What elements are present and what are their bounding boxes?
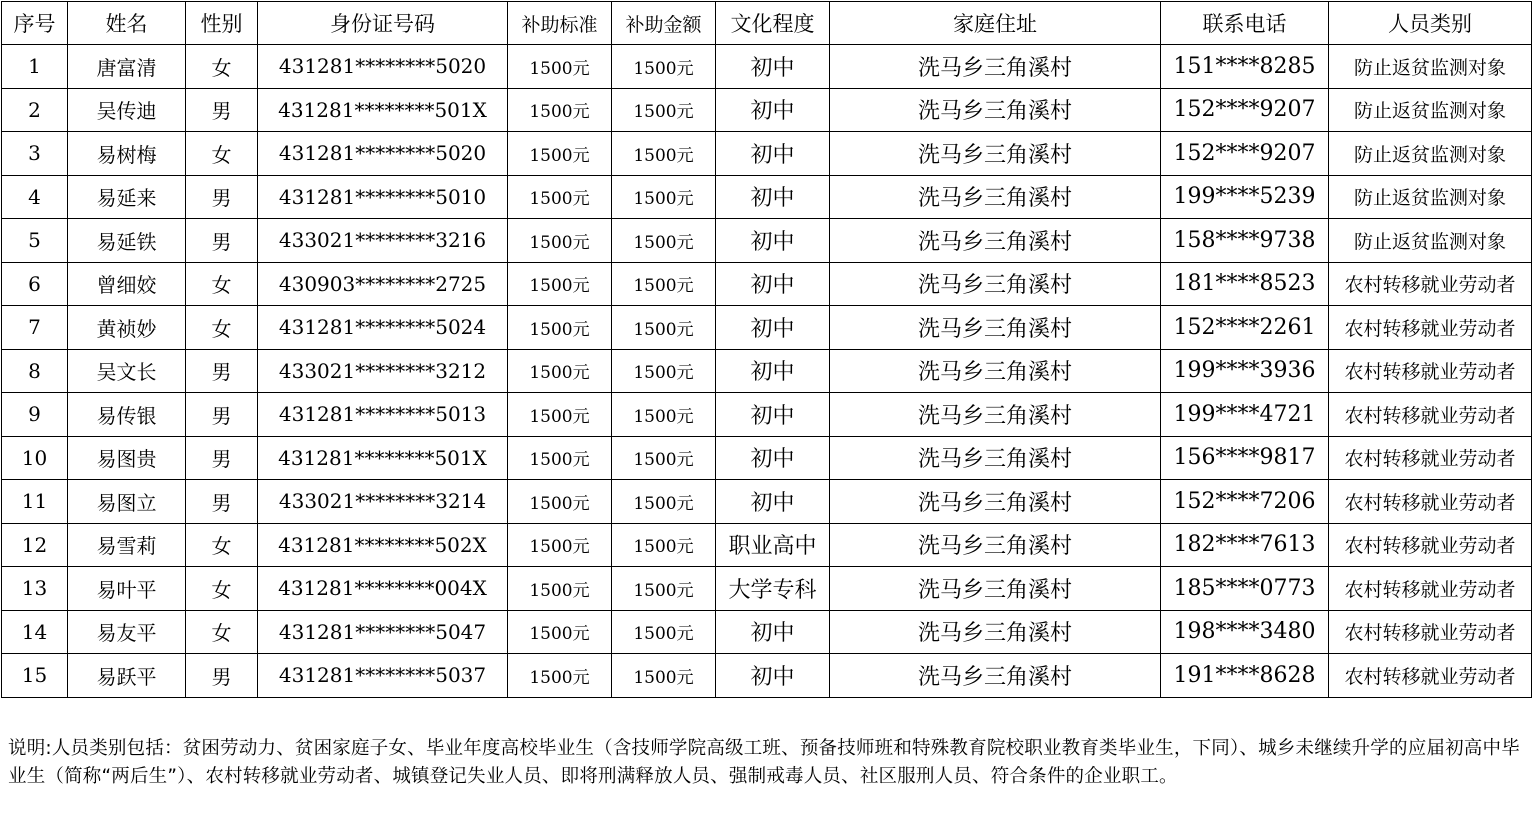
cell-subsidy-amount: 1500元 <box>612 132 716 176</box>
cell-category: 农村转移就业劳动者 <box>1329 262 1532 306</box>
table-row <box>2 306 1532 350</box>
cell-gender: 女 <box>186 567 258 611</box>
table-row <box>2 219 1532 263</box>
cell-name: 易图立 <box>68 480 186 524</box>
cell-id-number: 431281********004X <box>258 567 508 611</box>
cell-id-number: 431281********502X <box>258 523 508 567</box>
cell-address: 洗马乡三角溪村 <box>830 132 1161 176</box>
cell-phone: 181****8523 <box>1161 262 1329 306</box>
table-row <box>2 480 1532 524</box>
header-education: 文化程度 <box>716 2 830 45</box>
cell-id-number: 433021********3216 <box>258 219 508 263</box>
cell-seq: 7 <box>2 306 68 350</box>
cell-category: 农村转移就业劳动者 <box>1329 436 1532 480</box>
cell-name: 黄祯妙 <box>68 306 186 350</box>
cell-phone: 199****3936 <box>1161 349 1329 393</box>
cell-education: 初中 <box>716 480 830 524</box>
cell-name: 易延铁 <box>68 219 186 263</box>
cell-name: 唐富清 <box>68 45 186 89</box>
cell-address: 洗马乡三角溪村 <box>830 262 1161 306</box>
cell-id-number: 431281********5020 <box>258 45 508 89</box>
cell-education: 初中 <box>716 45 830 89</box>
cell-subsidy-amount: 1500元 <box>612 654 716 698</box>
cell-phone: 152****9207 <box>1161 88 1329 132</box>
cell-gender: 男 <box>186 654 258 698</box>
header-subsidy-standard: 补助标准 <box>508 2 612 45</box>
cell-gender: 女 <box>186 610 258 654</box>
table-row <box>2 175 1532 219</box>
cell-name: 易跃平 <box>68 654 186 698</box>
cell-subsidy-amount: 1500元 <box>612 306 716 350</box>
table-row <box>2 610 1532 654</box>
cell-address: 洗马乡三角溪村 <box>830 436 1161 480</box>
cell-phone: 182****7613 <box>1161 523 1329 567</box>
cell-address: 洗马乡三角溪村 <box>830 349 1161 393</box>
table-row <box>2 523 1532 567</box>
cell-category: 防止返贫监测对象 <box>1329 45 1532 89</box>
cell-name: 易延来 <box>68 175 186 219</box>
cell-education: 初中 <box>716 349 830 393</box>
cell-seq: 10 <box>2 436 68 480</box>
cell-seq: 15 <box>2 654 68 698</box>
cell-gender: 女 <box>186 262 258 306</box>
cell-id-number: 431281********5047 <box>258 610 508 654</box>
cell-id-number: 431281********5010 <box>258 175 508 219</box>
table-row <box>2 88 1532 132</box>
cell-id-number: 431281********5024 <box>258 306 508 350</box>
cell-category: 防止返贫监测对象 <box>1329 175 1532 219</box>
table-row <box>2 262 1532 306</box>
cell-subsidy-amount: 1500元 <box>612 175 716 219</box>
cell-gender: 男 <box>186 393 258 437</box>
cell-address: 洗马乡三角溪村 <box>830 306 1161 350</box>
cell-category: 防止返贫监测对象 <box>1329 132 1532 176</box>
cell-subsidy-standard: 1500元 <box>508 567 612 611</box>
cell-subsidy-standard: 1500元 <box>508 175 612 219</box>
cell-phone: 199****4721 <box>1161 393 1329 437</box>
cell-phone: 158****9738 <box>1161 219 1329 263</box>
cell-name: 曾细姣 <box>68 262 186 306</box>
cell-subsidy-standard: 1500元 <box>508 219 612 263</box>
cell-id-number: 431281********501X <box>258 88 508 132</box>
cell-name: 易图贵 <box>68 436 186 480</box>
cell-id-number: 431281********501X <box>258 436 508 480</box>
table-row <box>2 393 1532 437</box>
cell-subsidy-standard: 1500元 <box>508 262 612 306</box>
cell-name: 吴文长 <box>68 349 186 393</box>
cell-subsidy-standard: 1500元 <box>508 306 612 350</box>
cell-category: 农村转移就业劳动者 <box>1329 567 1532 611</box>
cell-phone: 151****8285 <box>1161 45 1329 89</box>
cell-seq: 2 <box>2 88 68 132</box>
cell-address: 洗马乡三角溪村 <box>830 219 1161 263</box>
header-name: 姓名 <box>68 2 186 45</box>
cell-subsidy-amount: 1500元 <box>612 349 716 393</box>
cell-category: 防止返贫监测对象 <box>1329 219 1532 263</box>
table-row <box>2 567 1532 611</box>
cell-phone: 152****9207 <box>1161 132 1329 176</box>
cell-subsidy-amount: 1500元 <box>612 523 716 567</box>
cell-phone: 185****0773 <box>1161 567 1329 611</box>
cell-subsidy-standard: 1500元 <box>508 393 612 437</box>
cell-category: 农村转移就业劳动者 <box>1329 523 1532 567</box>
table-row <box>2 349 1532 393</box>
cell-id-number: 431281********5013 <box>258 393 508 437</box>
cell-seq: 14 <box>2 610 68 654</box>
cell-gender: 男 <box>186 480 258 524</box>
cell-seq: 13 <box>2 567 68 611</box>
cell-subsidy-amount: 1500元 <box>612 436 716 480</box>
cell-address: 洗马乡三角溪村 <box>830 88 1161 132</box>
cell-education: 初中 <box>716 306 830 350</box>
cell-address: 洗马乡三角溪村 <box>830 523 1161 567</box>
cell-subsidy-standard: 1500元 <box>508 523 612 567</box>
cell-address: 洗马乡三角溪村 <box>830 654 1161 698</box>
cell-name: 易传银 <box>68 393 186 437</box>
cell-education: 初中 <box>716 436 830 480</box>
table-row <box>2 436 1532 480</box>
cell-gender: 女 <box>186 132 258 176</box>
header-address: 家庭住址 <box>830 2 1161 45</box>
cell-phone: 199****5239 <box>1161 175 1329 219</box>
cell-subsidy-standard: 1500元 <box>508 349 612 393</box>
cell-name: 易树梅 <box>68 132 186 176</box>
cell-category: 农村转移就业劳动者 <box>1329 480 1532 524</box>
header-phone: 联系电话 <box>1161 2 1329 45</box>
cell-gender: 男 <box>186 175 258 219</box>
cell-category: 农村转移就业劳动者 <box>1329 654 1532 698</box>
cell-phone: 191****8628 <box>1161 654 1329 698</box>
cell-education: 初中 <box>716 654 830 698</box>
cell-subsidy-amount: 1500元 <box>612 567 716 611</box>
table-header-row <box>2 2 1532 45</box>
cell-gender: 女 <box>186 523 258 567</box>
table-row <box>2 132 1532 176</box>
cell-education: 初中 <box>716 393 830 437</box>
cell-category: 农村转移就业劳动者 <box>1329 306 1532 350</box>
cell-name: 易叶平 <box>68 567 186 611</box>
cell-subsidy-standard: 1500元 <box>508 480 612 524</box>
cell-education: 大学专科 <box>716 567 830 611</box>
cell-address: 洗马乡三角溪村 <box>830 610 1161 654</box>
header-id-number: 身份证号码 <box>258 2 508 45</box>
table-row <box>2 45 1532 89</box>
cell-gender: 女 <box>186 45 258 89</box>
cell-education: 初中 <box>716 175 830 219</box>
cell-subsidy-amount: 1500元 <box>612 480 716 524</box>
cell-phone: 152****2261 <box>1161 306 1329 350</box>
cell-category: 防止返贫监测对象 <box>1329 88 1532 132</box>
cell-address: 洗马乡三角溪村 <box>830 45 1161 89</box>
cell-subsidy-standard: 1500元 <box>508 436 612 480</box>
cell-gender: 男 <box>186 349 258 393</box>
cell-subsidy-amount: 1500元 <box>612 45 716 89</box>
cell-seq: 1 <box>2 45 68 89</box>
cell-address: 洗马乡三角溪村 <box>830 393 1161 437</box>
cell-gender: 女 <box>186 306 258 350</box>
cell-seq: 12 <box>2 523 68 567</box>
footnote: 说明:人员类别包括：贫困劳动力、贫困家庭子女、毕业年度高校毕业生（含技师学院高级工班、预备技师班和特殊教育院校职业教育类毕业生，下同）、城乡未继续升学的应届初高中毕业生（简称“两后生”）、农村转移就业劳动者、城镇登记失业人员、即将刑满释放人员、强制戒毒人员、社区服刑人员、符合条件的企业职工。 <box>8 738 1520 787</box>
cell-education: 职业高中 <box>716 523 830 567</box>
cell-subsidy-standard: 1500元 <box>508 45 612 89</box>
cell-seq: 11 <box>2 480 68 524</box>
header-seq: 序号 <box>2 2 68 45</box>
cell-address: 洗马乡三角溪村 <box>830 175 1161 219</box>
cell-seq: 9 <box>2 393 68 437</box>
cell-gender: 男 <box>186 219 258 263</box>
cell-education: 初中 <box>716 219 830 263</box>
header-gender: 性别 <box>186 2 258 45</box>
cell-category: 农村转移就业劳动者 <box>1329 610 1532 654</box>
cell-subsidy-standard: 1500元 <box>508 654 612 698</box>
cell-subsidy-amount: 1500元 <box>612 88 716 132</box>
cell-phone: 152****7206 <box>1161 480 1329 524</box>
cell-gender: 男 <box>186 88 258 132</box>
cell-name: 易友平 <box>68 610 186 654</box>
cell-id-number: 431281********5037 <box>258 654 508 698</box>
cell-category: 农村转移就业劳动者 <box>1329 349 1532 393</box>
cell-id-number: 433021********3214 <box>258 480 508 524</box>
cell-education: 初中 <box>716 262 830 306</box>
subsidy-table <box>1 1 1532 698</box>
cell-address: 洗马乡三角溪村 <box>830 480 1161 524</box>
cell-subsidy-amount: 1500元 <box>612 610 716 654</box>
cell-address: 洗马乡三角溪村 <box>830 567 1161 611</box>
cell-seq: 4 <box>2 175 68 219</box>
cell-id-number: 433021********3212 <box>258 349 508 393</box>
cell-id-number: 431281********5020 <box>258 132 508 176</box>
cell-name: 吴传迪 <box>68 88 186 132</box>
header-subsidy-amount: 补助金额 <box>612 2 716 45</box>
cell-subsidy-standard: 1500元 <box>508 132 612 176</box>
cell-id-number: 430903********2725 <box>258 262 508 306</box>
cell-category: 农村转移就业劳动者 <box>1329 393 1532 437</box>
cell-education: 初中 <box>716 610 830 654</box>
cell-subsidy-standard: 1500元 <box>508 610 612 654</box>
table-row <box>2 654 1532 698</box>
header-category: 人员类别 <box>1329 2 1532 45</box>
cell-subsidy-amount: 1500元 <box>612 393 716 437</box>
cell-phone: 156****9817 <box>1161 436 1329 480</box>
cell-subsidy-amount: 1500元 <box>612 262 716 306</box>
cell-subsidy-standard: 1500元 <box>508 88 612 132</box>
cell-education: 初中 <box>716 132 830 176</box>
cell-seq: 8 <box>2 349 68 393</box>
cell-phone: 198****3480 <box>1161 610 1329 654</box>
cell-gender: 男 <box>186 436 258 480</box>
table-body <box>2 45 1532 698</box>
cell-seq: 3 <box>2 132 68 176</box>
cell-education: 初中 <box>716 88 830 132</box>
cell-subsidy-amount: 1500元 <box>612 219 716 263</box>
cell-seq: 5 <box>2 219 68 263</box>
cell-seq: 6 <box>2 262 68 306</box>
cell-name: 易雪莉 <box>68 523 186 567</box>
